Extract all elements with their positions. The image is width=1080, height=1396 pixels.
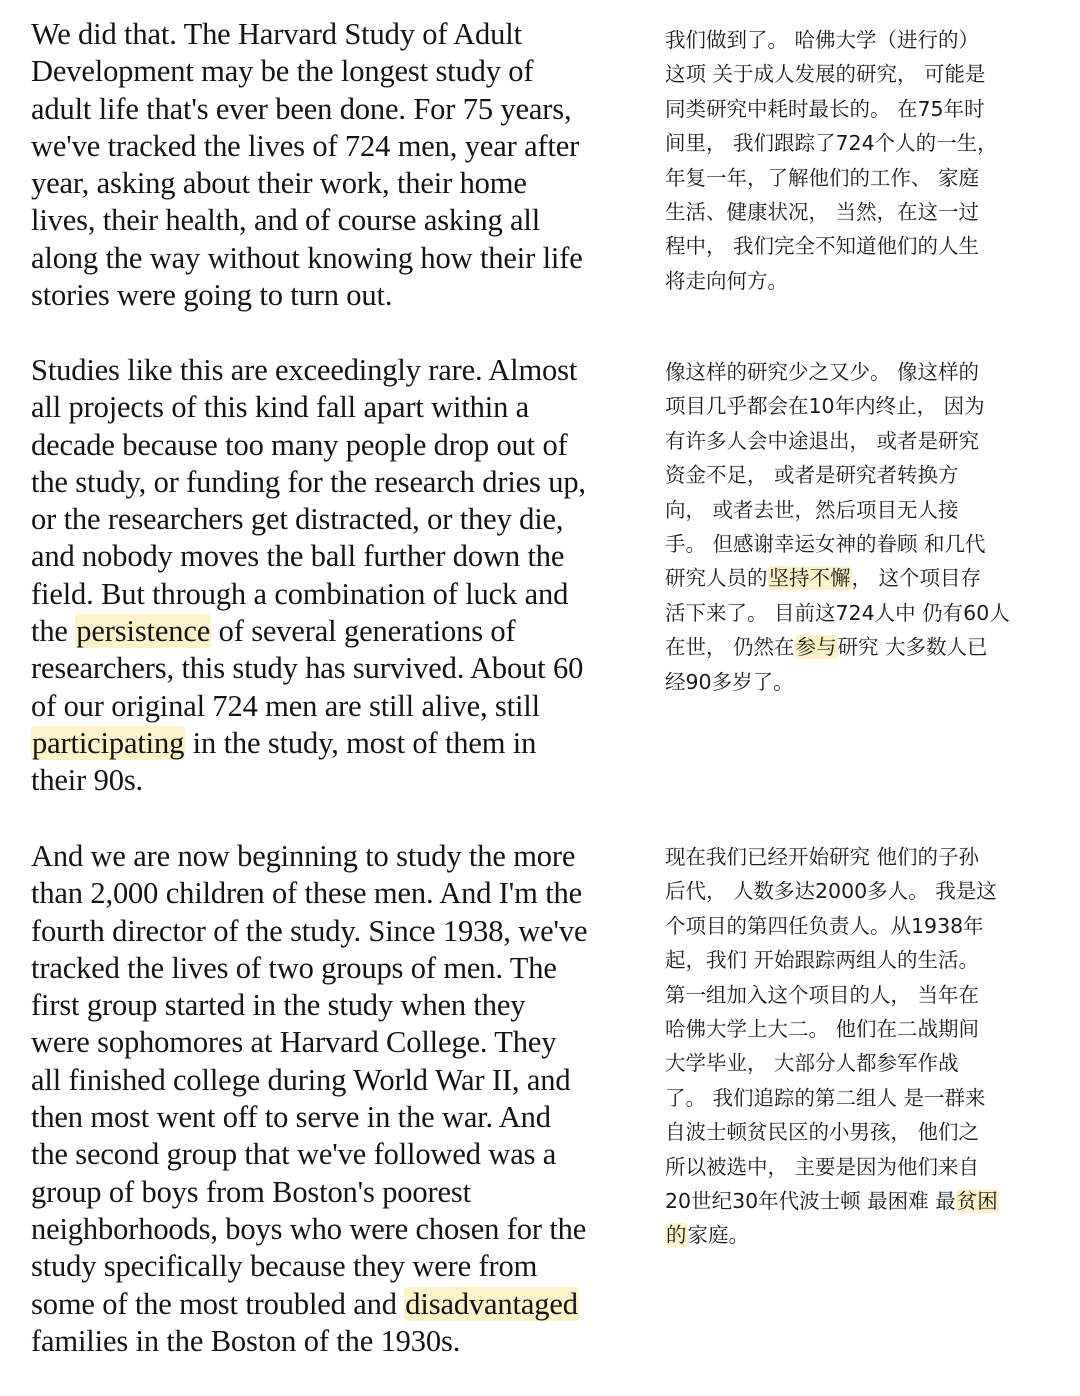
text-line: 的家庭。 [666, 1223, 749, 1248]
text-line: 将走向何方。 [665, 268, 788, 293]
text-line: then most went off to serve in the war. And [31, 1100, 551, 1135]
chinese-paragraph-3 [665, 840, 1070, 1253]
text-line: 了。 我们追踪的第二组人 是一群来 [665, 1085, 986, 1110]
text-line: decade because too many people drop out of [31, 427, 568, 462]
text-line: year, asking about their work, their home [31, 166, 527, 201]
text-line: we've tracked the lives of 724 men, year after [31, 128, 580, 163]
text-line: 资金不足， 或者是研究者转换方 [665, 463, 959, 488]
text-line: 同类研究中耗时最长的。 在75年时 [665, 96, 985, 121]
text-line: along the way without knowing how their life [31, 240, 583, 275]
text-line: 有许多人会中途退出， 或者是研究 [665, 428, 980, 453]
text-line: all finished college during World War II, and [31, 1062, 571, 1097]
text-line: lives, their health, and of course asking all [31, 203, 541, 238]
text-line: neighborhoods, boys who were chosen for the [31, 1211, 587, 1246]
text-line: 所以被选中， 主要是因为他们来自 [665, 1154, 980, 1179]
text-line: Development may be the longest study of [31, 54, 534, 89]
highlight-de: 的 [666, 1223, 687, 1248]
text-line: 现在我们已经开始研究 他们的子孙 [665, 845, 980, 869]
english-paragraph-3 [31, 838, 643, 1360]
text-line: 后代， 人数多达2000多人。 我是这 [665, 879, 997, 904]
text-line: researchers, this study has survived. About 60 [31, 651, 584, 686]
text-line: the second group that we've followed was a [31, 1137, 557, 1172]
text-line: 项目几乎都会在10年内终止， 因为 [665, 394, 985, 419]
text-line: the study, or funding for the research dries up, [31, 464, 586, 499]
highlight-jianchibuxie: 坚持不懈 [768, 566, 851, 591]
text-line: 哈佛大学上大二。 他们在二战期间 [665, 1017, 980, 1042]
text-line: 活下来了。 目前这724人中 仍有60人 [665, 600, 1010, 625]
text-line: of our original 724 men are still alive, still [31, 688, 540, 723]
text-line: stories were going to turn out. [31, 278, 393, 313]
text-line: study specifically because they were from [31, 1249, 538, 1284]
text-line: tracked the lives of two groups of men. The [31, 950, 557, 985]
text-line: 我们做到了。 哈佛大学（进行的） [665, 28, 980, 52]
text-line: first group started in the study when they [31, 988, 526, 1023]
text-line: or the researchers get distracted, or they die, [31, 502, 564, 537]
highlight-persistence: persistence [76, 614, 211, 649]
english-paragraph-1 [31, 16, 643, 314]
text-line: And we are now beginning to study the more [31, 839, 576, 873]
text-line: were sophomores at Harvard College. They [31, 1025, 557, 1060]
english-paragraph-2 [31, 352, 643, 800]
text-line: some of the most troubled and disadvantaged [31, 1286, 578, 1321]
text-line: 像这样的研究少之又少。 像这样的 [665, 360, 980, 384]
text-line: all projects of this kind fall apart within a [31, 390, 530, 425]
text-line: field. But through a combination of luck and [31, 576, 569, 611]
text-line: Studies like this are exceedingly rare. Almost [31, 353, 578, 387]
text-line: 这项 关于成人发展的研究， 可能是 [665, 62, 986, 87]
text-line: 在世， 仍然在参与研究 大多数人已 [665, 635, 988, 660]
text-line: 间里， 我们跟踪了724个人的一生， [665, 131, 998, 156]
text-line: We did that. The Harvard Study of Adult [31, 17, 522, 51]
text-line: 起，我们 开始跟踪两组人的生活。 [665, 948, 980, 973]
highlight-pinkun: 贫困 [956, 1189, 998, 1214]
text-line: fourth director of the study. Since 1938, we've [31, 913, 588, 948]
text-line: 第一组加入这个项目的人， 当年在 [665, 982, 980, 1007]
text-line: 向， 或者去世，然后项目无人接 [665, 497, 959, 522]
text-line: group of boys from Boston's poorest [31, 1174, 471, 1209]
text-line: their 90s. [31, 763, 144, 798]
text-line: 程中， 我们完全不知道他们的人生 [665, 234, 980, 259]
text-line: 自波士顿贫民区的小男孩， 他们之 [665, 1120, 980, 1145]
chinese-paragraph-2 [665, 355, 1070, 699]
text-line: 生活、健康状况， 当然，在这一过 [665, 200, 980, 225]
text-line: participating in the study, most of them in [32, 725, 537, 760]
highlight-disadvantaged: disadvantaged [405, 1286, 578, 1321]
text-line: 大学毕业， 大部分人都参军作战 [665, 1051, 959, 1076]
text-line: the persistence of several generations of [31, 614, 516, 649]
text-line: 研究人员的坚持不懈， 这个项目存 [665, 566, 982, 591]
chinese-paragraph-1 [665, 23, 1070, 298]
text-line: 手。 但感谢幸运女神的眷顾 和几代 [665, 532, 986, 557]
text-line: 经90多岁了。 [665, 669, 794, 694]
text-line: 20世纪30年代波士顿 最困难 最贫困 [665, 1189, 998, 1214]
text-line: adult life that's ever been done. For 75 years, [31, 91, 572, 126]
text-line: and nobody moves the ball further down the [31, 539, 565, 574]
text-line: families in the Boston of the 1930s. [31, 1323, 461, 1358]
highlight-participating: participating [32, 725, 185, 760]
highlight-canyu: 参与 [795, 635, 837, 660]
text-line: than 2,000 children of these men. And I'm the [31, 876, 583, 911]
text-line: 年复一年，了解他们的工作、 家庭 [665, 165, 980, 190]
text-line: 个项目的第四任负责人。从1938年 [665, 913, 984, 938]
